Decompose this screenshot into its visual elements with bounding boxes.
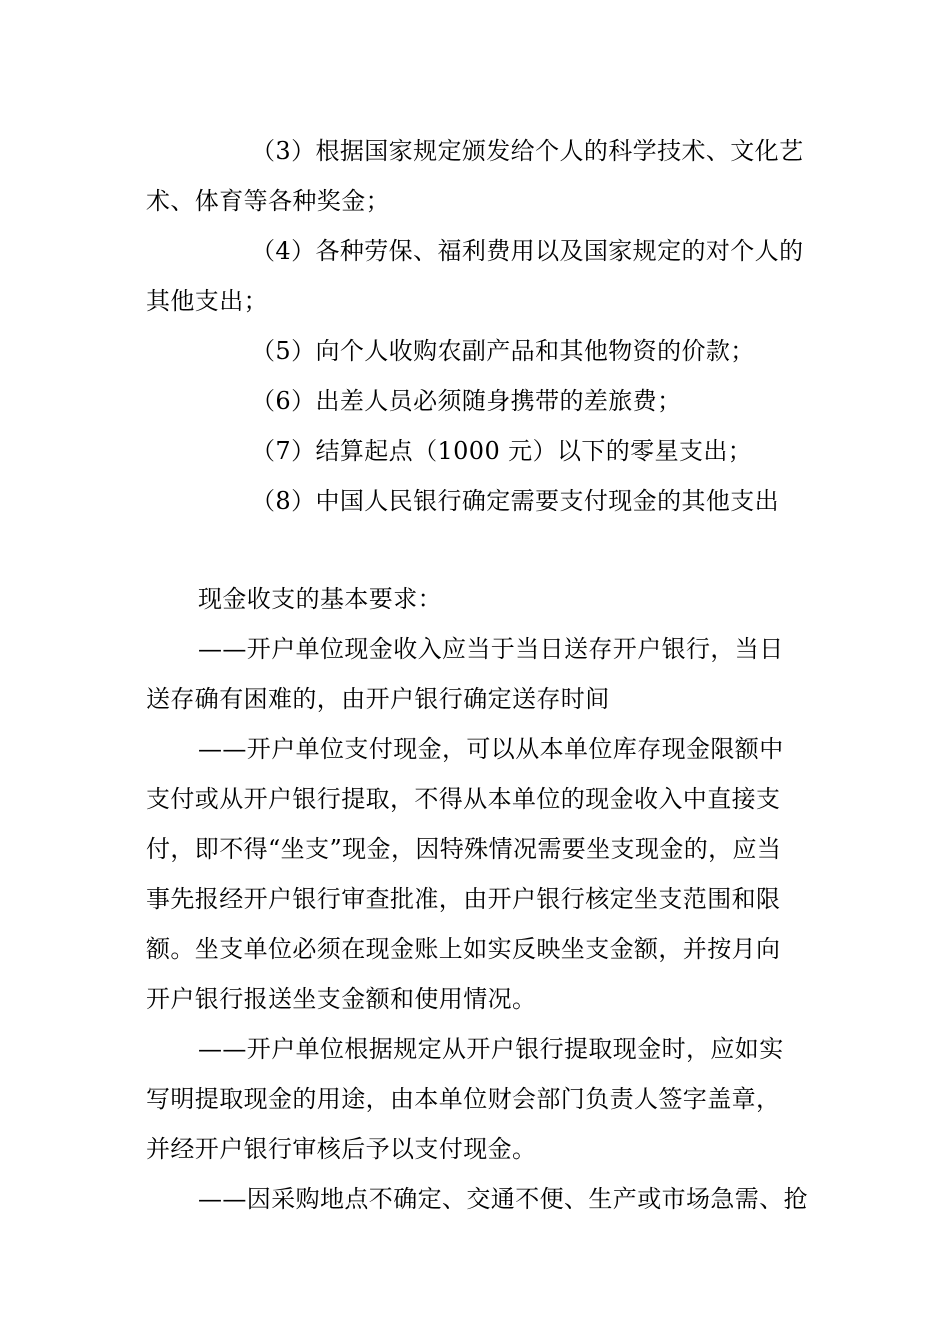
requirement-3-line-2: 写明提取现金的用途，由本单位财会部门负责人签字盖章， <box>146 1085 781 1113</box>
list-item-3-line-2: 术、体育等各种奖金； <box>146 187 390 215</box>
requirement-2-line-5: 额。坐支单位必须在现金账上如实反映坐支金额，并按月向 <box>146 935 781 963</box>
requirement-2-line-2: 支付或从开户银行提取，不得从本单位的现金收入中直接支 <box>146 785 781 813</box>
requirement-2-line-6: 开户银行报送坐支金额和使用情况。 <box>146 985 537 1013</box>
list-item-4-line-2: 其他支出； <box>146 287 268 315</box>
list-item-5: （5）向个人收购农副产品和其他物资的价款； <box>251 337 755 365</box>
requirement-3-line-1: ——开户单位根据规定从开户银行提取现金时，应如实 <box>198 1035 784 1063</box>
requirement-2-line-1: ——开户单位支付现金，可以从本单位库存现金限额中 <box>198 735 784 763</box>
list-item-3-line-1: （3）根据国家规定颁发给个人的科学技术、文化艺 <box>251 137 804 165</box>
requirement-4-line-1: ——因采购地点不确定、交通不便、生产或市场急需、抢 <box>198 1185 808 1213</box>
list-item-6: （6）出差人员必须随身携带的差旅费； <box>251 387 682 415</box>
requirement-2-line-3: 付，即不得“坐支”现金，因特殊情况需要坐支现金的，应当 <box>146 835 782 863</box>
list-item-4-line-1: （4）各种劳保、福利费用以及国家规定的对个人的 <box>251 237 804 265</box>
requirement-1-line-2: 送存确有困难的，由开户银行确定送存时间 <box>146 685 610 713</box>
list-item-7: （7）结算起点（1000 元）以下的零星支出； <box>251 437 753 465</box>
requirement-1-line-1: ——开户单位现金收入应当于当日送存开户银行，当日 <box>198 635 784 663</box>
list-item-8: （8）中国人民银行确定需要支付现金的其他支出 <box>251 487 780 515</box>
section-heading: 现金收支的基本要求： <box>198 585 442 613</box>
requirement-3-line-3: 并经开户银行审核后予以支付现金。 <box>146 1135 537 1163</box>
requirement-2-line-4: 事先报经开户银行审查批准，由开户银行核定坐支范围和限 <box>146 885 781 913</box>
